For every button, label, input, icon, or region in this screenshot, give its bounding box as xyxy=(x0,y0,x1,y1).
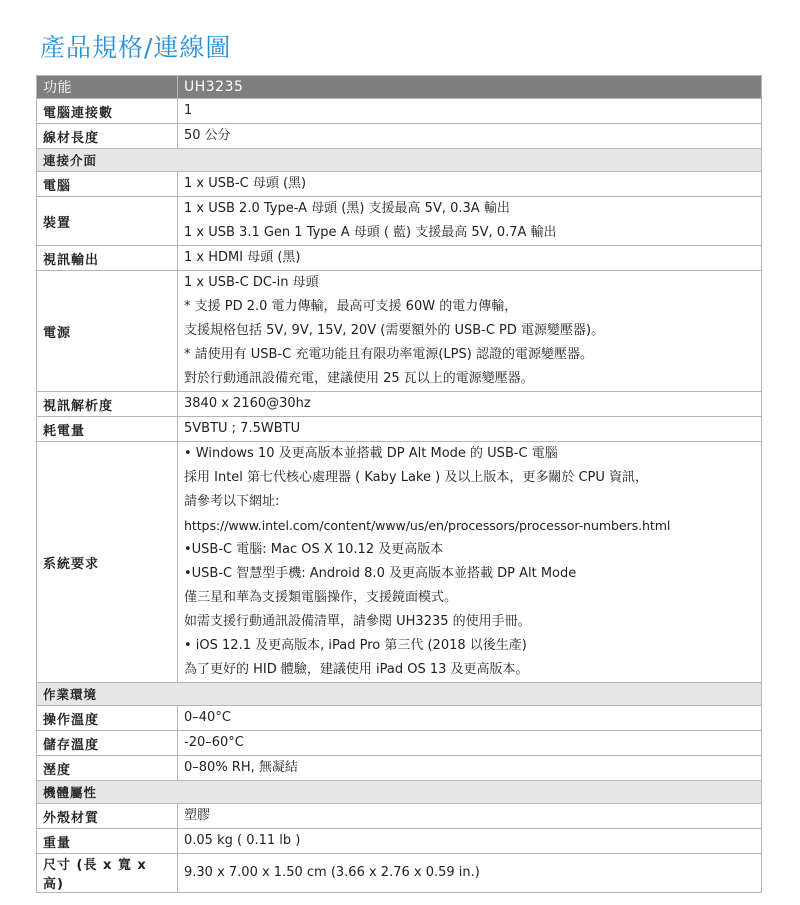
value-line: 50 公分 xyxy=(184,128,231,143)
value-line: -20–60°C xyxy=(184,735,244,750)
row-label: 溼度 xyxy=(37,756,178,781)
row-label: 尺寸 (長 x 寬 x 高) xyxy=(37,854,178,893)
row-label: 線材長度 xyxy=(37,124,178,149)
value-line: * 請使用有 USB-C 充電功能且有限功率電源(LPS) 認證的電源變壓器。 xyxy=(184,347,593,362)
value-line: 僅三星和華為支援類電腦操作，支援鏡面模式。 xyxy=(184,590,458,605)
row-label: 視訊解析度 xyxy=(37,392,178,417)
row-label: 系統要求 xyxy=(37,442,178,683)
value-line: 1 x USB-C DC-in 母頭 xyxy=(184,275,319,290)
value-line: * 支援 PD 2.0 電力傳輸，最高可支援 60W 的電力傳輸， xyxy=(184,299,518,314)
row-value xyxy=(178,197,762,246)
value-line: • iOS 12.1 及更高版本, iPad Pro 第三代 (2018 以後生產) xyxy=(184,638,527,653)
value-line: 對於行動通訊設備充電，建議使用 25 瓦以上的電源變壓器。 xyxy=(184,371,534,386)
row-label: 外殼材質 xyxy=(37,804,178,829)
value-line: 1 x USB-C 母頭 (黑) xyxy=(184,176,307,191)
section-row xyxy=(37,149,762,172)
section-row xyxy=(37,781,762,804)
value-line: 1 x USB 2.0 Type-A 母頭 (黑) 支援最高 5V, 0.3A 輸出 xyxy=(184,201,510,216)
row-value xyxy=(178,829,762,854)
section-heading: 機體屬性 xyxy=(37,781,762,804)
table-row xyxy=(37,271,762,392)
row-label: 儲存溫度 xyxy=(37,731,178,756)
table-row xyxy=(37,854,762,893)
value-line: https://www.intel.com/content/www/us/en/processors/processor-numbers.html xyxy=(184,518,671,533)
value-line: 塑膠 xyxy=(184,808,211,823)
row-value xyxy=(178,246,762,271)
section-heading: 作業環境 xyxy=(37,683,762,706)
row-label: 電腦 xyxy=(37,172,178,197)
value-line: 為了更好的 HID 體驗，建議使用 iPad OS 13 及更高版本。 xyxy=(184,662,529,677)
table-row xyxy=(37,756,762,781)
row-value xyxy=(178,442,762,683)
row-value xyxy=(178,172,762,197)
header-label: 功能 xyxy=(37,76,178,99)
value-line: 1 x HDMI 母頭 (黑) xyxy=(184,250,301,265)
table-row xyxy=(37,731,762,756)
value-line: 1 x USB 3.1 Gen 1 Type A 母頭 ( 藍) 支援最高 5V, 0.7A 輸出 xyxy=(184,225,557,240)
row-value xyxy=(178,731,762,756)
value-line: 請參考以下網址: xyxy=(184,494,280,509)
value-line: •USB-C 電腦: Mac OS X 10.12 及更高版本 xyxy=(184,542,444,557)
row-value xyxy=(178,99,762,124)
value-line: 9.30 x 7.00 x 1.50 cm (3.66 x 2.76 x 0.59 in.) xyxy=(184,865,480,880)
spec-table xyxy=(36,75,762,893)
value-line: 0–80% RH, 無凝結 xyxy=(184,760,298,775)
value-line: 採用 Intel 第七代核心處理器 ( Kaby Lake ) 及以上版本，更多關於 CPU 資訊， xyxy=(184,470,649,485)
table-row xyxy=(37,442,762,683)
value-line: 1 xyxy=(184,103,193,118)
row-value xyxy=(178,271,762,392)
value-line: 支援規格包括 5V, 9V, 15V, 20V (需要額外的 USB-C PD 電源變壓器)。 xyxy=(184,323,605,338)
table-row xyxy=(37,246,762,271)
table-row xyxy=(37,99,762,124)
row-value xyxy=(178,854,762,893)
table-row xyxy=(37,417,762,442)
row-label: 視訊輸出 xyxy=(37,246,178,271)
table-row xyxy=(37,172,762,197)
row-label: 耗電量 xyxy=(37,417,178,442)
row-value xyxy=(178,417,762,442)
value-line: 5VBTU ; 7.5WBTU xyxy=(184,421,301,436)
value-line: 0.05 kg ( 0.11 lb ) xyxy=(184,833,301,848)
row-label: 電腦連接數 xyxy=(37,99,178,124)
section-heading: 連接介面 xyxy=(37,149,762,172)
page-title: 產品規格/連線圖 xyxy=(40,33,232,62)
row-label: 重量 xyxy=(37,829,178,854)
table-row xyxy=(37,124,762,149)
table-row xyxy=(37,197,762,246)
value-line: 0–40°C xyxy=(184,710,231,725)
table-row xyxy=(37,392,762,417)
row-label: 電源 xyxy=(37,271,178,392)
value-line: •USB-C 智慧型手機: Android 8.0 及更高版本並搭載 DP Alt Mode xyxy=(184,566,577,581)
value-line: 3840 x 2160@30hz xyxy=(184,396,311,411)
table-row xyxy=(37,804,762,829)
table-row xyxy=(37,706,762,731)
row-value xyxy=(178,804,762,829)
row-value xyxy=(178,756,762,781)
row-value xyxy=(178,392,762,417)
row-value xyxy=(178,124,762,149)
row-value xyxy=(178,706,762,731)
row-label: 操作溫度 xyxy=(37,706,178,731)
value-line: 如需支援行動通訊設備清單，請參閱 UH3235 的使用手冊。 xyxy=(184,614,531,629)
value-line: • Windows 10 及更高版本並搭載 DP Alt Mode 的 USB-C 電腦 xyxy=(184,446,558,461)
table-header xyxy=(37,76,762,99)
table-row xyxy=(37,829,762,854)
section-row xyxy=(37,683,762,706)
row-label: 裝置 xyxy=(37,197,178,246)
header-model: UH3235 xyxy=(178,76,762,99)
